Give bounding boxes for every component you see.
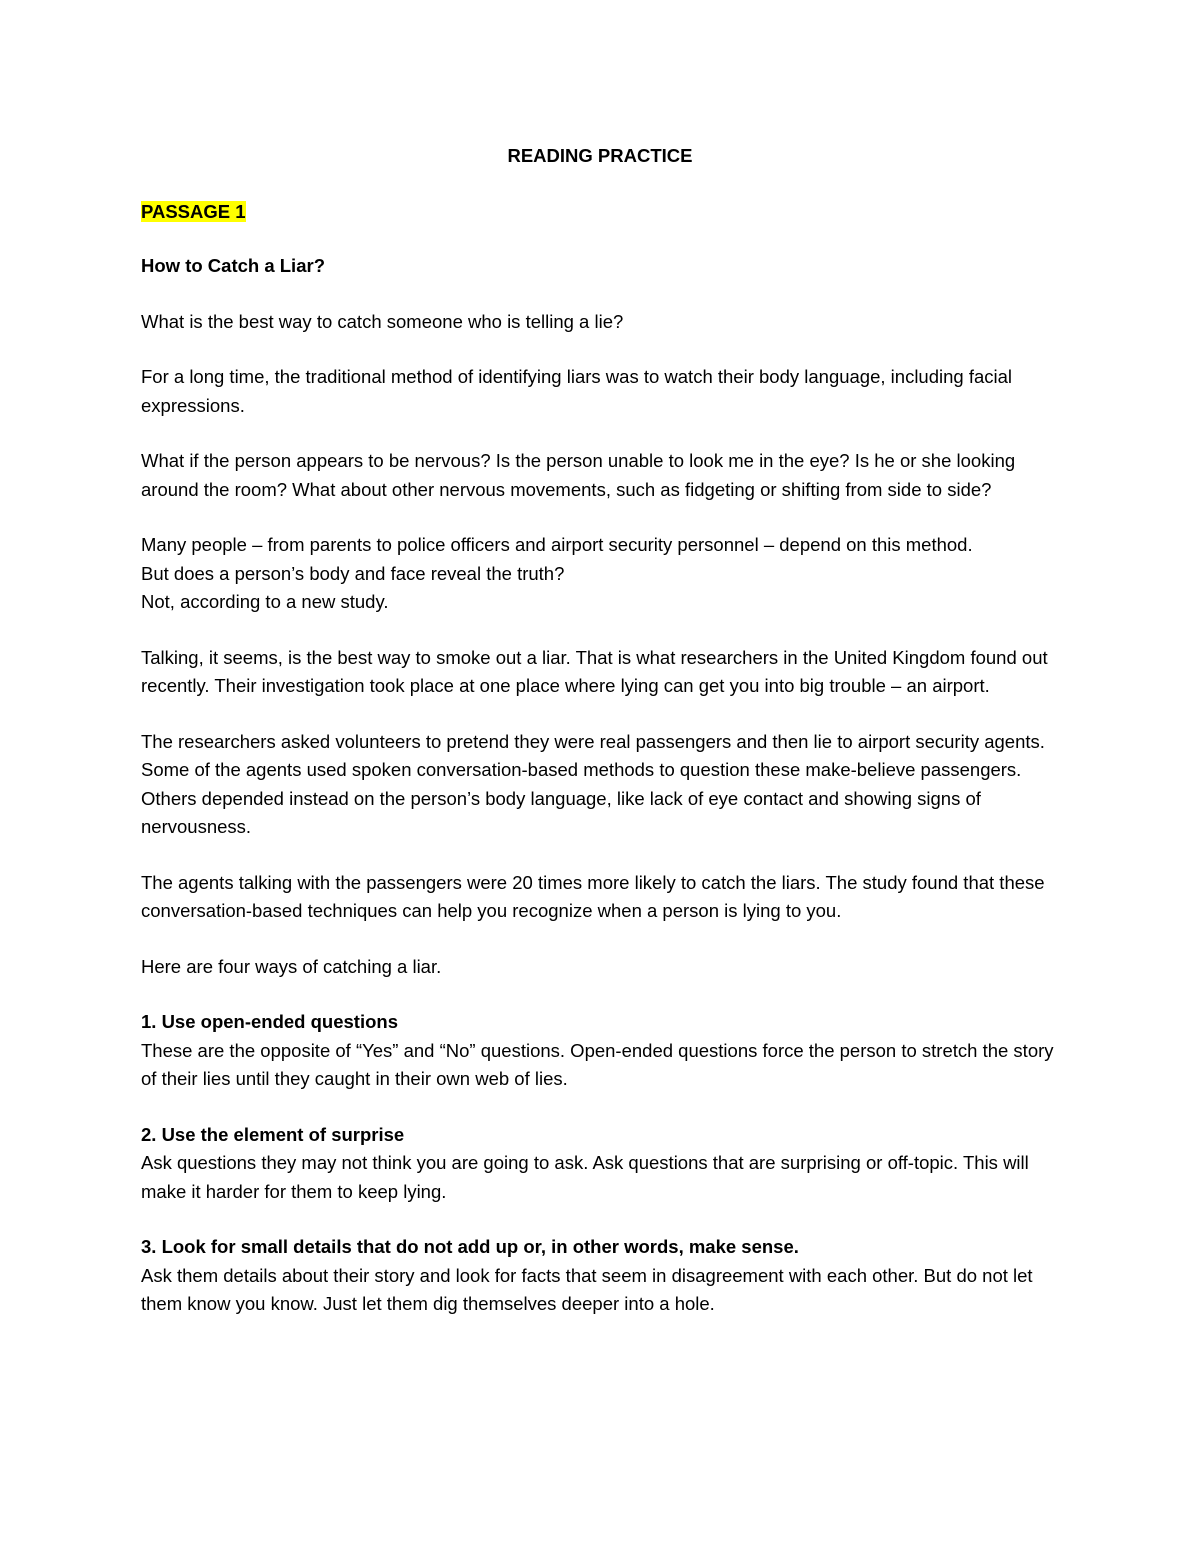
- tip-2-body: Ask questions they may not think you are going to ask. Ask questions that are surprising or off-topic. This will make it harder for them to keep lying.: [141, 1152, 1029, 1202]
- paragraph-many-people: Many people – from parents to police officers and airport security personnel – depend on this method.: [141, 534, 973, 555]
- paragraph-nervous-signs: What if the person appears to be nervous? Is the person unable to look me in the eye? Is he or she looking around the room? What about other nervous movements, such as fidgeting or shifting from side to side?: [141, 450, 1016, 500]
- tip-1-title: 1. Use open-ended questions: [141, 1011, 398, 1032]
- page-title: READING PRACTICE: [507, 145, 693, 166]
- paragraph-body-face-question: But does a person’s body and face reveal the truth?: [141, 562, 565, 584]
- tip-2-title: 2. Use the element of surprise: [141, 1123, 405, 1145]
- passage-heading: How to Catch a Liar?: [141, 255, 325, 276]
- document-body: [141, 142, 1061, 1346]
- paragraph-agents-results: The agents talking with the passengers were 20 times more likely to catch the liars. The study found that these conversation-based techniques can help you recognize when a person is lying to you.: [141, 871, 1045, 921]
- tip-1-body: These are the opposite of “Yes” and “No” questions. Open-ended questions force the person to stretch the story of their lies until they caught in their own web of lies.: [141, 1039, 1054, 1089]
- paragraph-four-ways: Here are four ways of catching a liar.: [141, 955, 442, 977]
- passage-label: [141, 198, 1061, 227]
- tip-3-title: 3. Look for small details that do not add up or, in other words, make sense.: [141, 1236, 799, 1257]
- paragraph-new-study: Not, according to a new study.: [141, 591, 389, 612]
- passage-label-highlight: PASSAGE 1: [141, 200, 246, 222]
- tip-3-body: Ask them details about their story and look for facts that seem in disagreement with each other. But do not let them know you know. Just let them dig themselves deeper into a hole.: [141, 1264, 1033, 1314]
- paragraph-researchers: The researchers asked volunteers to pretend they were real passengers and then lie to airport security agents. Some of the agents used spoken conversation-based methods to question these make-believe passengers. Others depended instead on the person’s body language, like lack of eye contact and showing signs of nervousness.: [141, 730, 1045, 837]
- paragraph-intro-question: What is the best way to catch someone who is telling a lie?: [141, 310, 624, 332]
- paragraph-talking: Talking, it seems, is the best way to smoke out a liar. That is what researchers in the United Kingdom found out recently. Their investigation took place at one place where lying can get you into big trouble – an airport.: [141, 646, 1048, 696]
- paragraph-traditional-method: For a long time, the traditional method of identifying liars was to watch their body language, including facial expressions.: [141, 366, 1013, 416]
